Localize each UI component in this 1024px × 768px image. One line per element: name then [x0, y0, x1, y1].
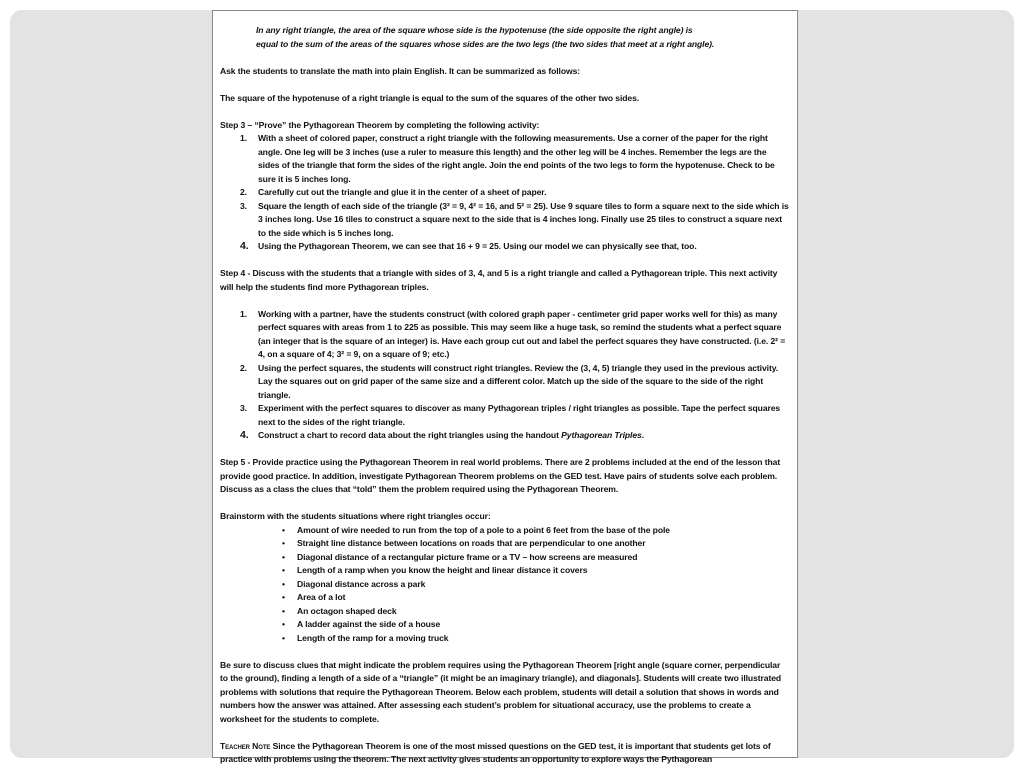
brainstorm-list — [220, 524, 789, 646]
list-item-text: Amount of wire needed to run from the top of a pole to a point 6 feet from the base of the pole — [297, 524, 670, 535]
list-number: 3. — [240, 403, 247, 413]
list-item-text: Using the perfect squares, the students will construct right triangles. Review the (3, 4, 5) triangle they used in the previous activity. Lay the squares out on grid paper of the same size and a different color. Match up the side of the square to the side of the right triangle. — [258, 362, 779, 400]
list-item-text: Diagonal distance across a park — [297, 578, 426, 589]
list-item-text: Straight line distance between locations on roads that are perpendicular to one another — [297, 538, 646, 548]
list-item-text: Area of a lot — [297, 592, 346, 602]
list-item — [220, 429, 789, 443]
handout-title: Pythagorean Triples — [561, 430, 642, 440]
list-item-text: Length of a ramp when you know the height and linear distance it covers — [297, 565, 588, 575]
bullet-icon: • — [282, 538, 285, 548]
clues-paragraph: Be sure to discuss clues that might indicate the problem requires using the Pythagorean Theorem [right angle (square corner, perpendicular to the ground), finding a length of a side of a “triangle” (it might be an imaginary triangle), and diagonals]. Students will create two illustrated problems with solutions that require the Pythagorean Theorem. Below each problem, students will detail a solution that shows in words and numbers how the answer was attained. After assessing each student’s problem for situational accuracy, use the problems to create a worksheet for the students to complete. — [220, 659, 782, 724]
list-number: 4. — [240, 240, 249, 252]
list-item — [220, 564, 789, 578]
step4-heading: Step 4 - Discuss with the students that a triangle with sides of 3, 4, and 5 is a right triangle and called a Pythagorean triple. This next activity will help the students find more Pythagorean triples. — [220, 268, 778, 292]
list-item — [220, 402, 789, 429]
step3-list — [220, 132, 789, 254]
list-item — [220, 537, 789, 551]
bullet-icon: • — [282, 565, 285, 575]
list-item-text: Working with a partner, have the students construct (with colored graph paper - centimeter grid paper works well for this) as many perfect squares with areas from 1 to 225 as possible. This may seem like a huge task, so remind the students what a perfect square (an integer that is the square of an integer) is. Have each group cut out and label the perfect squares they have constructed. (i.e. 2² = 4, on a square of 4; 3² = 9, on a square of 9; etc.) — [258, 308, 786, 359]
list-item — [220, 524, 789, 538]
brainstorm-heading: Brainstorm with the students situations where right triangles occur: — [220, 511, 491, 521]
list-number: 1. — [240, 133, 247, 143]
list-number: 2. — [240, 187, 247, 197]
list-item — [220, 362, 789, 403]
list-item-text: Carefully cut out the triangle and glue it in the center of a sheet of paper. — [258, 187, 547, 197]
step4-list — [220, 308, 789, 443]
list-number: 1. — [240, 308, 247, 319]
summary-paragraph: The square of the hypotenuse of a right triangle is equal to the sum of the squares of the other two sides. — [220, 92, 640, 103]
list-item-text: A ladder against the side of a house — [297, 619, 441, 629]
list-item — [220, 551, 789, 565]
bullet-icon: • — [282, 578, 285, 589]
bullet-icon: • — [282, 592, 285, 602]
bullet-icon: • — [282, 524, 285, 535]
list-item-text: Construct a chart to record data about the right triangles using the handout — [258, 430, 562, 440]
step5-paragraph: Step 5 - Provide practice using the Pythagorean Theorem in real world problems. There are 2 problems included at the end of the lesson that provide good practice. In addition, investigate Pythagorean Theorem problems on the GED test. Have pairs of students solve each problem. Discuss as a class the clues that “told” them the problem required using the Pythagorean Theorem. — [220, 457, 781, 494]
teacher-note-text: Since the Pythagorean Theorem is one of the most missed questions on the GED test, it is important that students get lots of practice with problems using the theorem. The next activity gives students an opportunity to explore ways the Pythagorean — [220, 740, 771, 764]
list-number: 4. — [240, 429, 249, 441]
list-item-text: . — [641, 430, 645, 440]
list-item-text: Length of the ramp for a moving truck — [297, 632, 449, 643]
list-item — [220, 632, 789, 646]
list-item — [220, 605, 789, 619]
bullet-icon: • — [282, 605, 285, 616]
bullet-icon: • — [282, 551, 285, 562]
list-item — [220, 591, 789, 605]
theorem-quote-line-2: equal to the sum of the areas of the squares whose sides are the two legs (the two sides that meet at a right angle). — [256, 38, 715, 49]
theorem-quote-line-1: In any right triangle, the area of the square whose side is the hypotenuse (the side opposite the right angle) is — [256, 25, 693, 35]
list-number: 2. — [240, 362, 247, 373]
document-page — [212, 10, 798, 764]
list-item — [220, 200, 789, 241]
translate-paragraph: Ask the students to translate the math into plain English. It can be summarized as follows: — [220, 65, 581, 76]
bullet-icon: • — [282, 619, 285, 629]
teacher-note-label: Teacher Note — [220, 740, 271, 751]
list-item — [220, 186, 789, 200]
list-item — [220, 308, 789, 362]
list-item-text: Experiment with the perfect squares to discover as many Pythagorean triples / right triangles as possible. Tape the perfect squares next to the sides of the right triangle. — [258, 403, 781, 427]
teacher-note-paragraph — [220, 740, 789, 767]
list-item-text: Diagonal distance of a rectangular picture frame or a TV – how screens are measured — [297, 551, 638, 562]
list-item-text: An octagon shaped deck — [297, 605, 397, 616]
list-item-text: With a sheet of colored paper, construct a right triangle with the following measurements. Use a corner of the paper for the right angle. One leg will be 3 inches (use a ruler to measure this length) and the other leg will be 4 inches. Remember the legs are the sides of the triangle that form the sides of the right angle. Join the end points of the two legs to form the hypotenuse. Check to be sure it is 5 inches long. — [258, 133, 775, 184]
bullet-icon: • — [282, 632, 285, 643]
list-item-text: Using the Pythagorean Theorem, we can see that 16 + 9 = 25. Using our model we can physically see that, too. — [258, 241, 697, 251]
list-number: 3. — [240, 200, 247, 211]
list-item — [220, 618, 789, 632]
step3-heading: Step 3 – “Prove” the Pythagorean Theorem by completing the following activity: — [220, 119, 540, 130]
list-item — [220, 240, 789, 254]
list-item — [220, 132, 789, 186]
list-item — [220, 578, 789, 592]
list-item-text: Square the length of each side of the triangle (3² = 9, 4² = 16, and 5² = 25). Use 9 square tiles to form a square next to the side which is 3 inches long. Use 16 tiles to construct a square next to the side that is 4 inches long. Finally use 25 tiles to construct a square next to the side which is 5 inches long. — [258, 200, 789, 238]
